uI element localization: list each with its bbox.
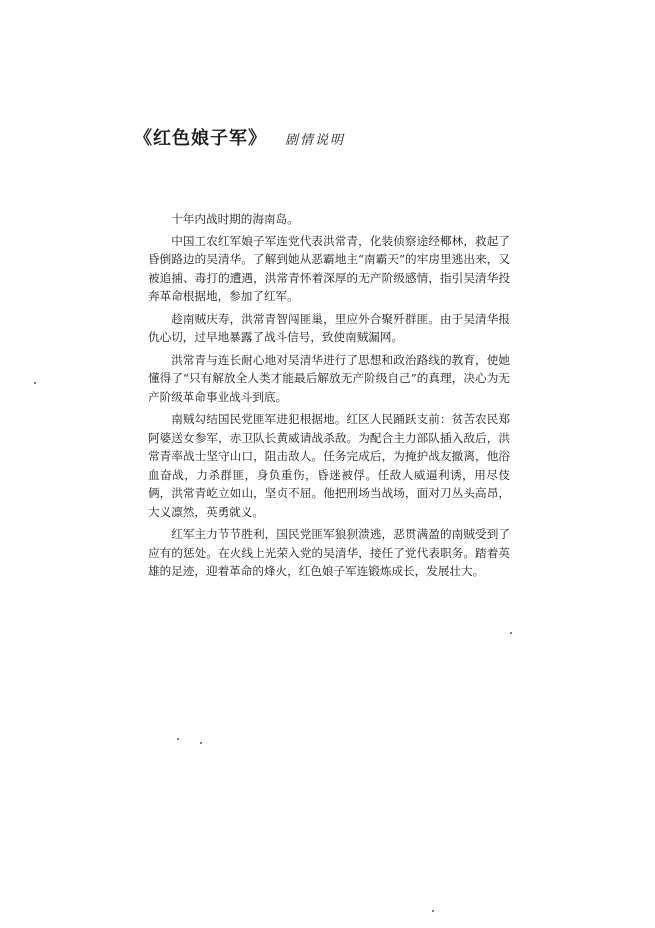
paragraph-raid: 趁南贼庆寿，洪常青智闯匪巢，里应外合聚歼群匪。由于吴清华报仇心切，过早地暴露了战斗信号，致使南贼漏网。 (148, 311, 510, 344)
document-title: 《红色娘子军》 (134, 128, 267, 149)
scan-speck (432, 910, 434, 912)
scan-speck (510, 632, 512, 634)
synopsis-body (148, 210, 510, 585)
document-subtitle: 剧情说明 (285, 133, 346, 148)
paragraph-battle: 南贼勾结国民党匪军进犯根据地。红区人民踊跃支前：贫苦农民郑阿婆送女参军，赤卫队长黄威请战杀敌。为配合主力部队插入敌后，洪常青率战士坚守山口，阻击敌人。任务完成后，为掩护战友撤离，他浴血奋战，力杀群匪，身负重伤，昏迷被俘。任敌人威逼利诱，用尽伎俩，洪常青屹立如山，坚贞不屈。他把刑场当战场，面对刀丛头高昂，大义凛然，英勇就义。 (148, 412, 510, 519)
title-row (134, 124, 345, 150)
scan-speck (34, 382, 36, 384)
paragraph-rescue: 中国工农红军娘子军连党代表洪常青，化装侦察途经椰林，救起了昏倒路边的吴清华。了解到她从恶霸地主“南霸天”的牢房里逃出来，又被追捕、毒打的遭遇，洪常青怀着深厚的无产阶级感情，指引吴清华投奔革命根据地，参加了红军。 (148, 233, 510, 303)
paragraph-setting: 十年内战时期的海南岛。 (171, 212, 299, 226)
scan-speck (200, 742, 202, 744)
paragraph-victory: 红军主力节节胜利，国民党匪军狼狈溃逃，恶贯满盈的南贼受到了应有的惩处。在火线上光荣入党的吴清华，接任了党代表职务。踏着英雄的足迹，迎着革命的烽火，红色娘子军连锻炼成长，发展壮大。 (148, 527, 510, 578)
paragraph-education: 洪常青与连长耐心地对吴清华进行了思想和政治路线的教育，使她懂得了“只有解放全人类才能最后解放无产阶级自己”的真理，决心为无产阶级革命事业战斗到底。 (148, 352, 510, 404)
scan-speck (177, 738, 179, 740)
